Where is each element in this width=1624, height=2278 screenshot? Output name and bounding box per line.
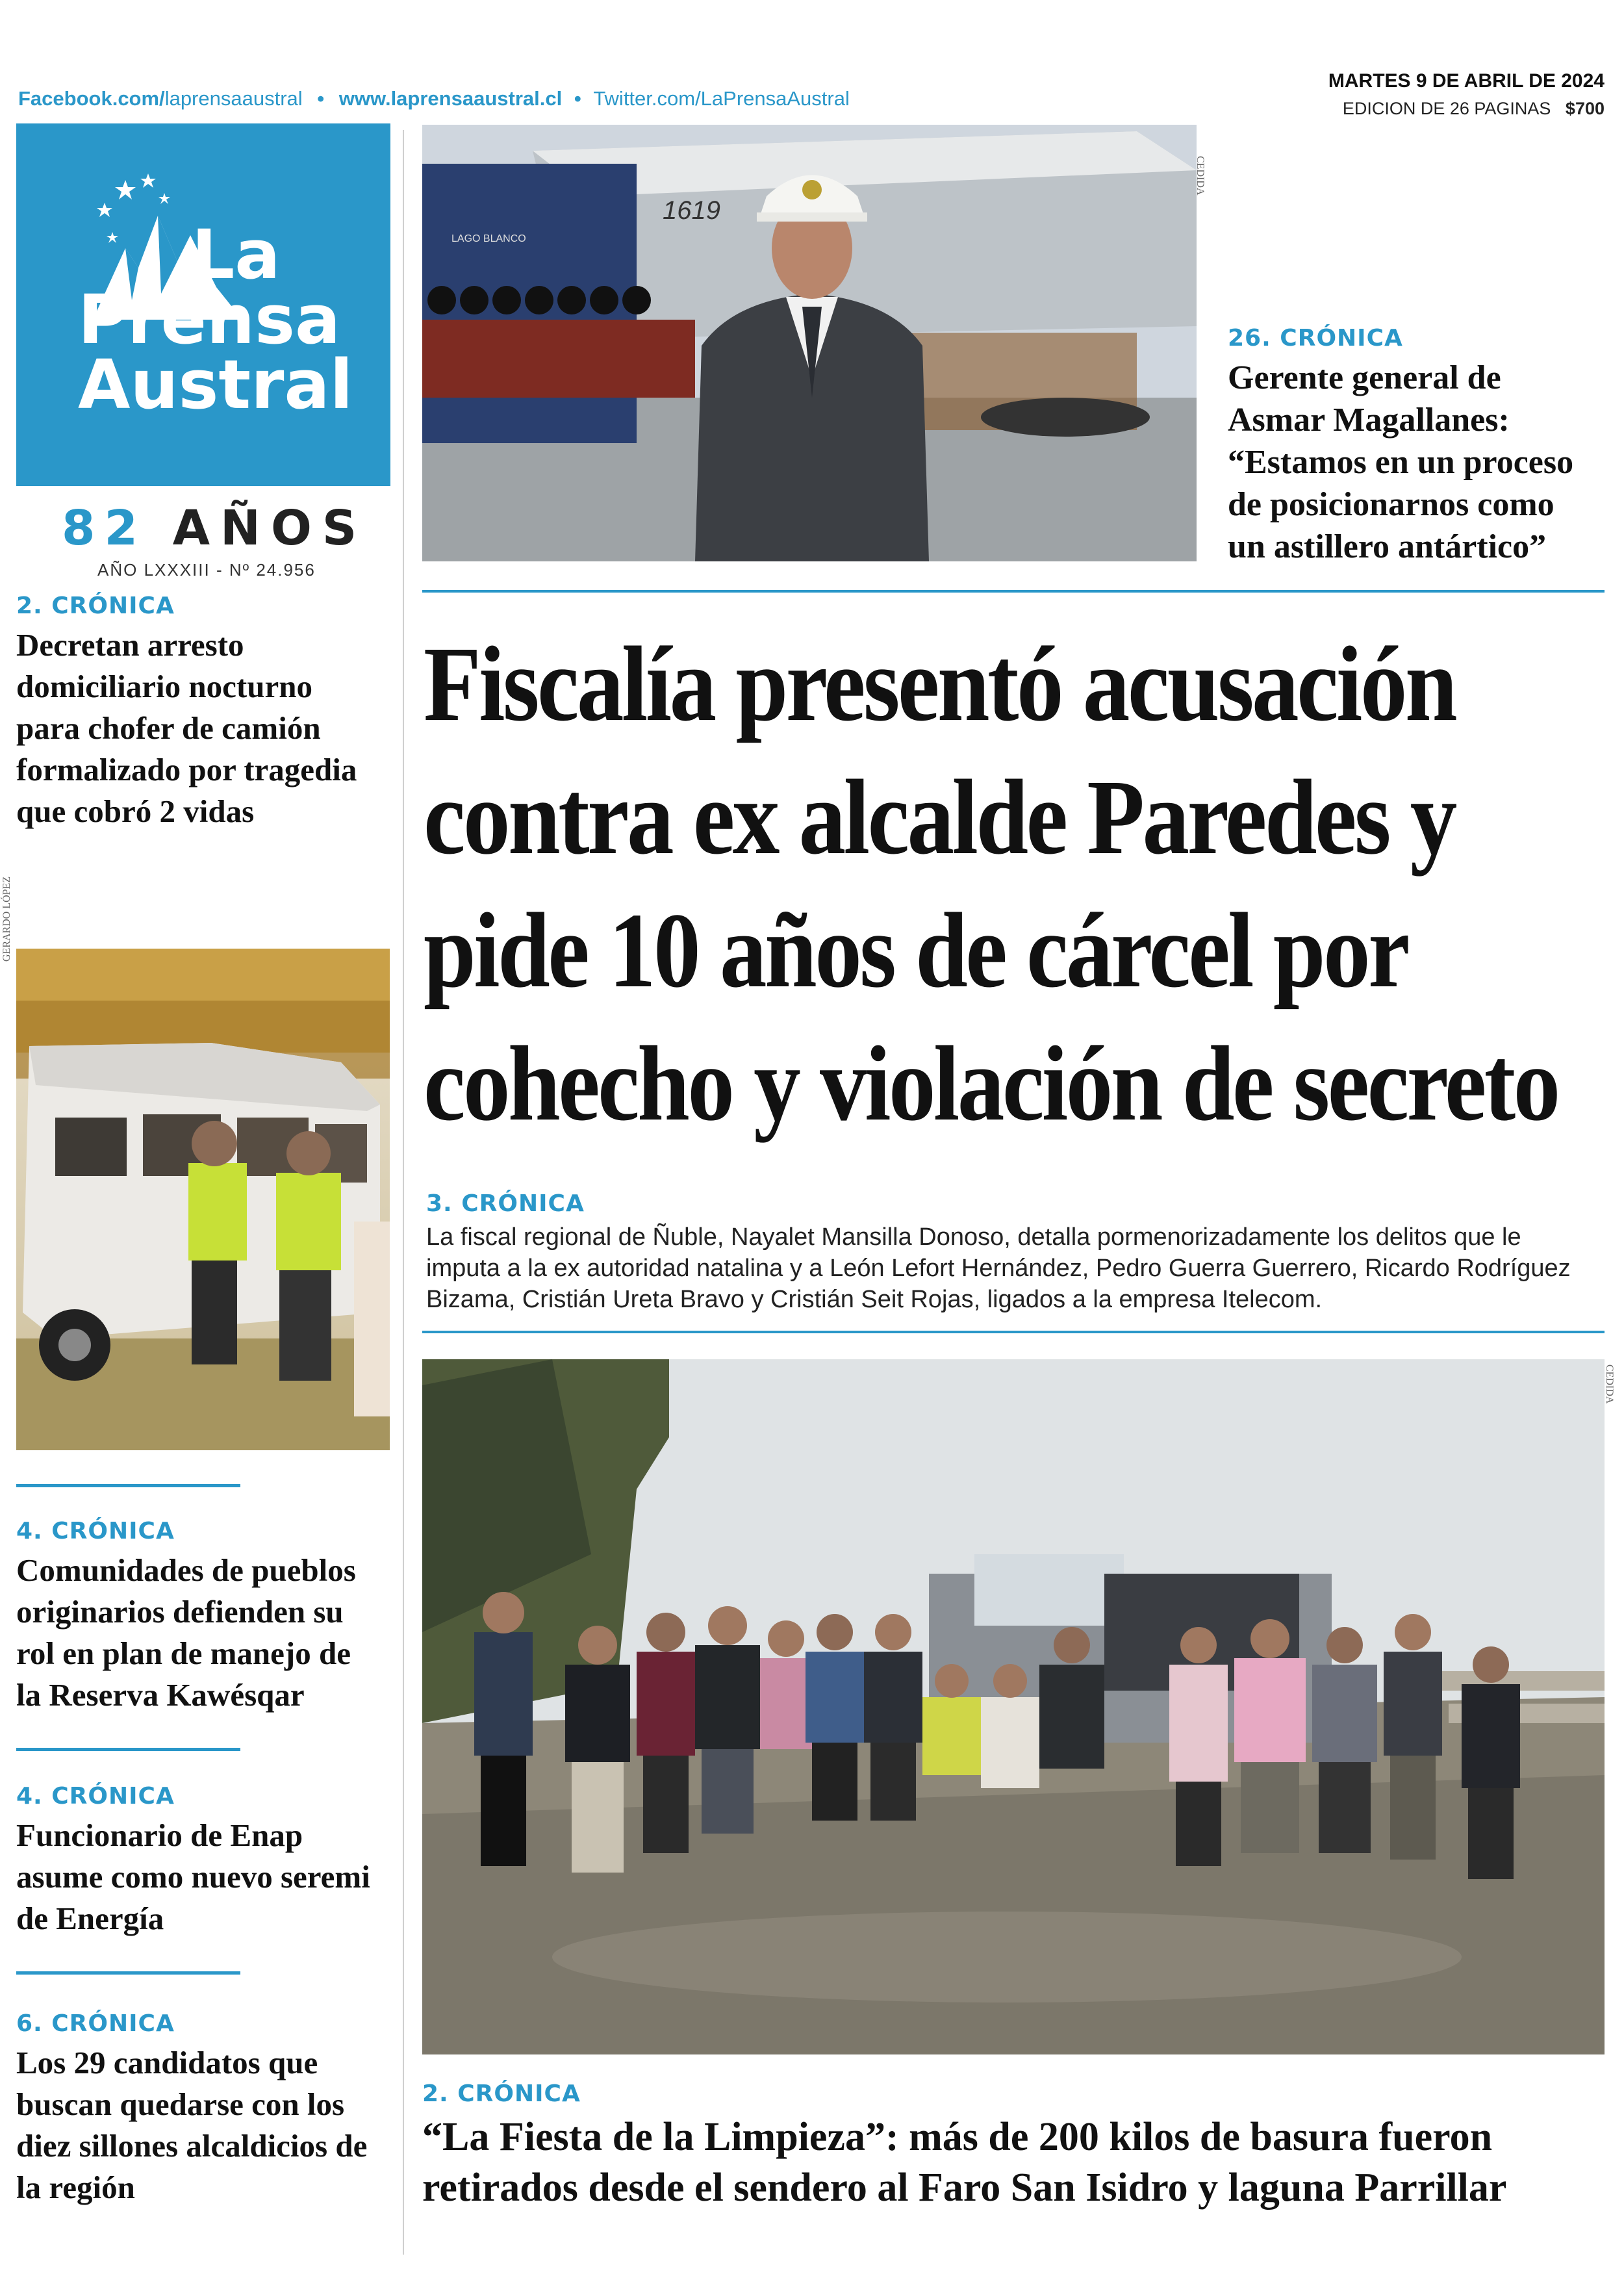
story-headline[interactable]: Funcionario de Enap asume como nuevo seremi de Energía bbox=[16, 1817, 370, 1936]
section-tag: 6. CRÓNICA bbox=[16, 2010, 175, 2037]
edition-info: EDICION DE 26 PAGINAS $700 bbox=[1342, 99, 1605, 118]
logo-text-prensa: Prensa bbox=[78, 280, 341, 359]
ship-hull-number: 1619 bbox=[663, 196, 720, 225]
shipyard-officer-photo bbox=[422, 125, 1197, 561]
twitter-link[interactable]: Twitter.com/LaPrensaAustral bbox=[593, 87, 850, 110]
story-headline[interactable]: Gerente general de Asmar Magallanes: “Estamos en un proceso de posicionarnos como un astillero antártico” bbox=[1228, 359, 1574, 565]
side-feature-story[interactable] bbox=[1228, 325, 1592, 568]
section-tag: 3. CRÓNICA bbox=[426, 1190, 585, 1217]
van-crash-photo bbox=[16, 949, 390, 1450]
photo-credit-van: GERARDO LÓPEZ bbox=[1, 876, 12, 962]
section-tag: 4. CRÓNICA bbox=[16, 1518, 175, 1544]
logo-text-la: La bbox=[192, 215, 281, 294]
section-tag: 26. CRÓNICA bbox=[1228, 325, 1403, 352]
divider-rule bbox=[422, 1331, 1605, 1333]
photo-credit-group: CEDIDA bbox=[1604, 1364, 1615, 1404]
price: $700 bbox=[1565, 99, 1605, 118]
divider-rule bbox=[16, 1484, 240, 1487]
divider-rule bbox=[16, 1748, 240, 1751]
section-tag: 4. CRÓNICA bbox=[16, 1783, 175, 1810]
divider-rule bbox=[422, 590, 1605, 593]
story-headline[interactable]: Comunidades de pueblos originarios defienden su rol en plan de manejo de la Reserva Kawésqar bbox=[16, 1552, 356, 1713]
issue-date: MARTES 9 DE ABRIL DE 2024 bbox=[1328, 70, 1605, 92]
facebook-link[interactable]: Facebook.com/laprensaaustral bbox=[18, 87, 303, 110]
tug-name: LAGO BLANCO bbox=[451, 233, 526, 244]
cleanup-group-illustration bbox=[422, 1359, 1605, 2054]
section-tag: 2. CRÓNICA bbox=[16, 593, 175, 619]
column-divider bbox=[403, 130, 404, 2255]
story-headline[interactable]: Decretan arresto domiciliario nocturno para chofer de camión formalizado por tragedia que cobró 2 vidas bbox=[16, 627, 357, 829]
left-story-3[interactable] bbox=[16, 1783, 380, 1939]
van-crash-illustration bbox=[16, 949, 390, 1450]
newspaper-logo bbox=[16, 123, 390, 486]
main-summary: La fiscal regional de Ñuble, Nayalet Mansilla Donoso, detalla pormenorizadamente los delitos que le imputa a la ex autoridad natalina y a León Lefort Hernández, Pedro Guerra Guerrero, Ricardo Rodríguez Bizama, Cristián Ureta Bravo y Cristián Seit Rojas, ligados a la empresa Itelecom. bbox=[426, 1223, 1571, 1313]
anniversary-label: 82 AÑOS bbox=[62, 500, 368, 556]
website-link[interactable]: www.laprensaaustral.cl bbox=[338, 87, 563, 110]
shipyard-illustration bbox=[422, 125, 1197, 561]
left-story-4[interactable] bbox=[16, 2010, 380, 2208]
photo-credit-top: CEDIDA bbox=[1195, 156, 1206, 196]
left-story-2[interactable] bbox=[16, 1518, 380, 1716]
issue-number: AÑO LXXXIII - Nº 24.956 bbox=[97, 560, 316, 580]
bottom-headline[interactable]: “La Fiesta de la Limpieza”: más de 200 kilos de basura fueron retirados desde el sendero al Faro San Isidro y laguna Parrillar bbox=[422, 2115, 1507, 2210]
section-tag: 2. CRÓNICA bbox=[422, 2080, 581, 2107]
main-headline[interactable]: Fiscalía presentó acusación contra ex alcalde Paredes y pide 10 años de cárcel por cohecho y violación de secreto bbox=[424, 624, 1558, 1143]
left-story-1[interactable] bbox=[16, 593, 380, 832]
cleanup-group-photo bbox=[422, 1359, 1605, 2054]
divider-rule bbox=[16, 1971, 240, 1975]
social-links: Facebook.com/laprensaaustral • www.laprensaaustral.cl • Twitter.com/LaPrensaAustral bbox=[18, 87, 850, 110]
logo-text-austral: Austral bbox=[78, 345, 353, 424]
story-headline[interactable]: Los 29 candidatos que buscan quedarse con los diez sillones alcaldicios de la región bbox=[16, 2045, 368, 2205]
